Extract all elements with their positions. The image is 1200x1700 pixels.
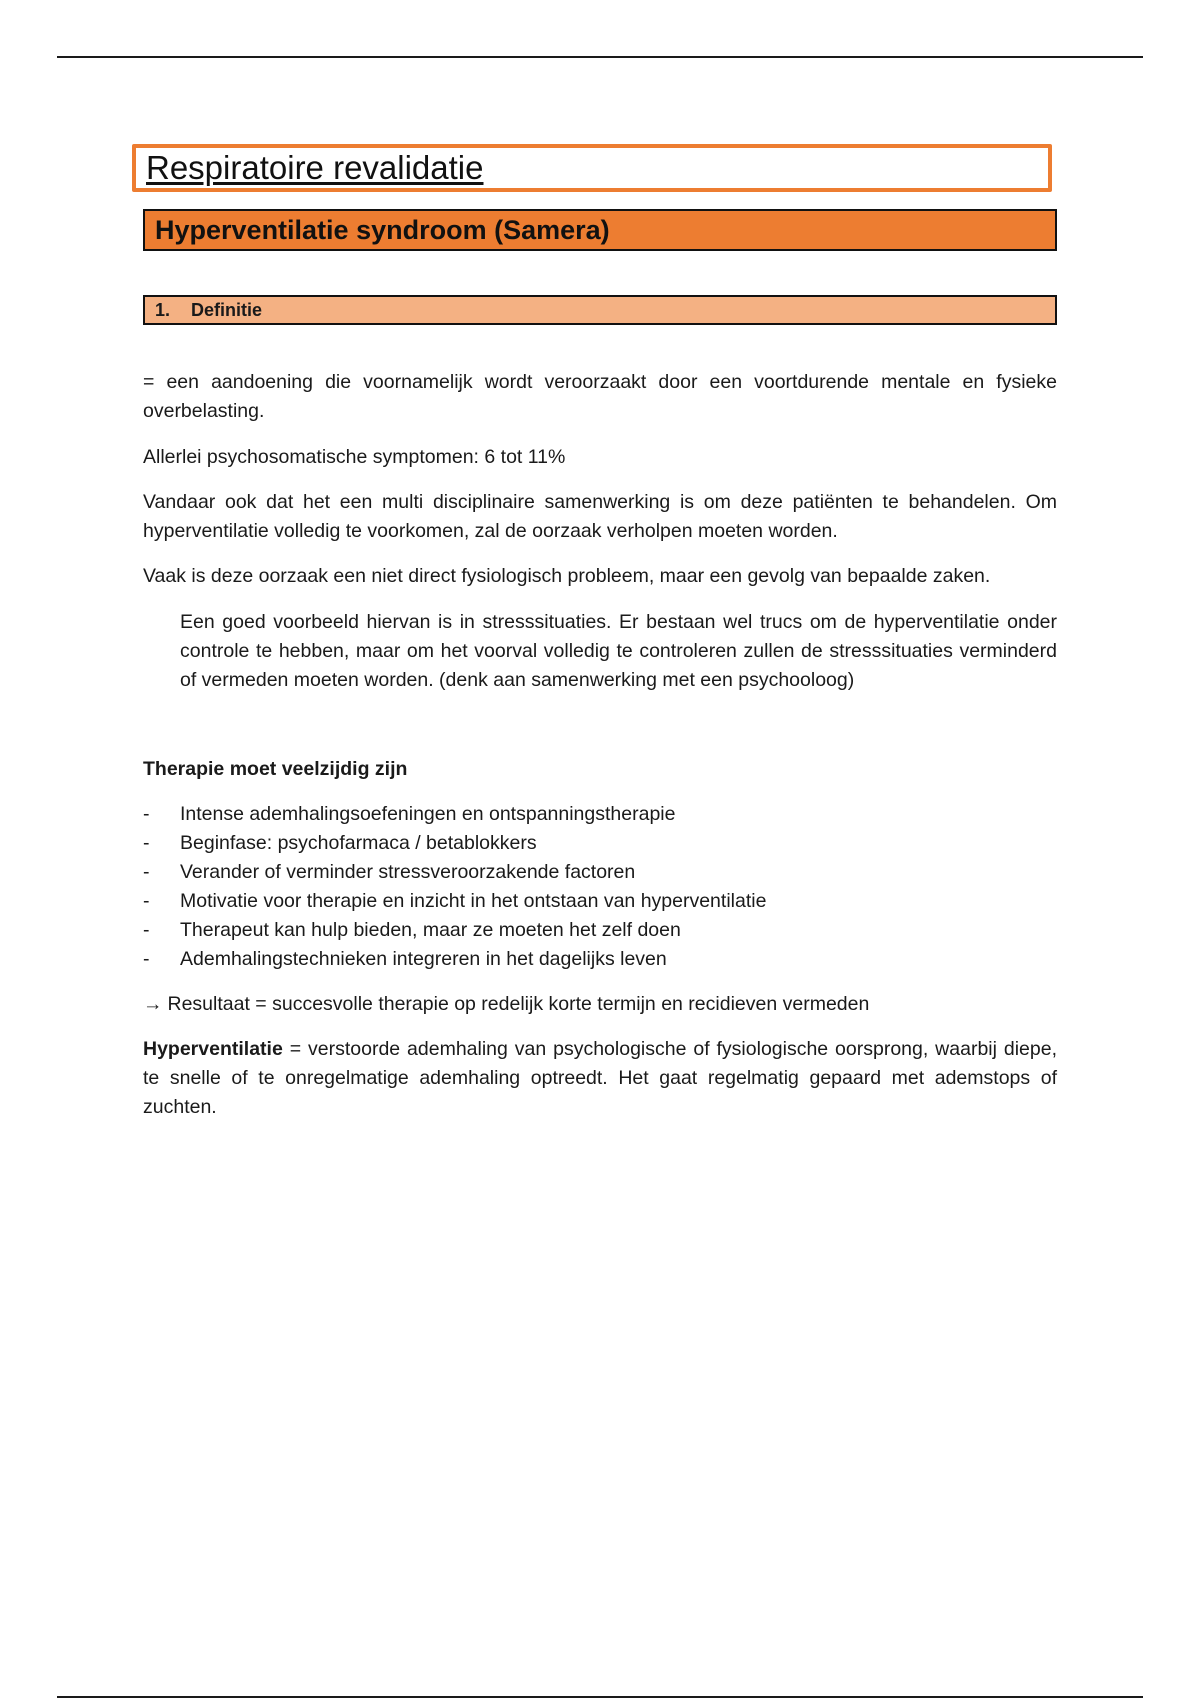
list-item	[143, 887, 1057, 916]
section-heading-box	[143, 295, 1057, 325]
hyperventilation-definition	[143, 1035, 1057, 1122]
multidisciplinary-paragraph: Vandaar ook dat het een multi disciplinaire samenwerking is om deze patiënten te behandelen. Om hyperventilatie volledig te voorkomen, zal de oorzaak verholpen moeten worden.	[143, 491, 1057, 542]
list-item-text: Ademhalingstechnieken integreren in het dagelijks leven	[180, 948, 667, 970]
section-heading: Definitie	[191, 299, 263, 320]
hyperventilation-definition-text: = verstoorde ademhaling van psychologische of fysiologische oorsprong, waarbij diepe, te snelle of te onregelmatige ademhaling optreedt. Het gaat regelmatig gepaard met ademstops of zuchten.	[143, 1038, 1057, 1118]
arrow-right-icon: →	[143, 993, 163, 1015]
example-paragraph: Een goed voorbeeld hiervan is in stresssituaties. Er bestaan wel trucs om de hyperventilatie onder controle te hebben, maar om het voorval volledig te controleren zullen de stresssituaties verminderd of vermeden moeten worden. (denk aan samenwerking met een psychooloog)	[180, 611, 1057, 691]
cause-paragraph: Vaak is deze oorzaak een niet direct fysiologisch probleem, maar een gevolg van bepaalde zaken.	[143, 565, 991, 587]
list-item-text: Therapeut kan hulp bieden, maar ze moeten het zelf doen	[180, 919, 681, 941]
list-item-text: Motivatie voor therapie en inzicht in het ontstaan van hyperventilatie	[180, 890, 767, 912]
heading-1-box	[143, 209, 1057, 251]
list-item	[143, 916, 1057, 945]
symptoms-paragraph: Allerlei psychosomatische symptomen: 6 tot 11%	[143, 446, 566, 468]
bullet-marker: -	[143, 948, 150, 970]
bullet-marker: -	[143, 832, 150, 854]
definition-paragraph: = een aandoening die voornamelijk wordt veroorzaakt door een voortdurende mentale en fysieke overbelasting.	[143, 371, 1057, 422]
therapy-list	[143, 800, 1057, 974]
therapy-heading: Therapie moet veelzijdig zijn	[143, 758, 408, 780]
bullet-marker: -	[143, 890, 150, 912]
hyperventilation-term: Hyperventilatie	[143, 1038, 283, 1060]
list-item	[143, 945, 1057, 974]
section-number: 1.	[155, 299, 171, 320]
result-line	[143, 990, 869, 1019]
document-title: Respiratoire revalidatie	[146, 149, 484, 186]
header-rule	[57, 56, 1143, 58]
footer-rule	[57, 1696, 1143, 1698]
bullet-marker: -	[143, 919, 150, 941]
list-item-text: Intense ademhalingsoefeningen en ontspanningstherapie	[180, 803, 676, 825]
list-item	[143, 829, 1057, 858]
list-item	[143, 800, 1057, 829]
list-item-text: Verander of verminder stressveroorzakende factoren	[180, 861, 636, 883]
document-title-box	[132, 144, 1052, 192]
heading-1: Hyperventilatie syndroom (Samera)	[155, 214, 610, 245]
bullet-marker: -	[143, 803, 150, 825]
result-text: Resultaat = succesvolle therapie op redelijk korte termijn en recidieven vermeden	[167, 993, 870, 1015]
list-item-text: Beginfase: psychofarmaca / betablokkers	[180, 832, 537, 854]
bullet-marker: -	[143, 861, 150, 883]
list-item	[143, 858, 1057, 887]
